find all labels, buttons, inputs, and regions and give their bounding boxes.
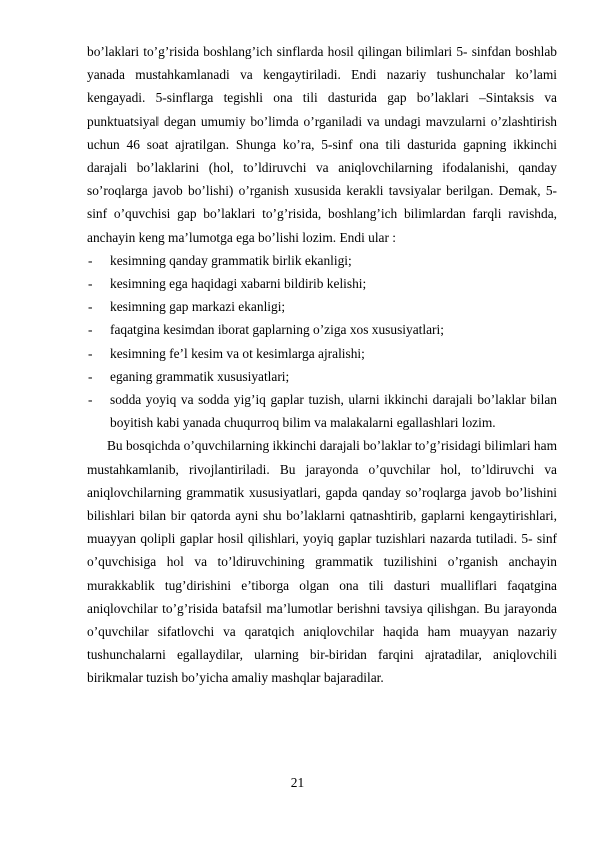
list-dash: - bbox=[88, 299, 93, 315]
list-dash: - bbox=[88, 345, 93, 361]
list-item bbox=[87, 272, 557, 295]
paragraph-1: bo’laklari to’g’risida boshlang’ich sinflarda hosil qilingan bilimlari 5- sinfdan boshlab yanada mustahkamlanadi va kengaytiriladi. Endi nazariy tushunchalar ko’lami kengayadi. 5-sinflarga tegishli ona tili dasturida gap bo’laklari –Sintaksis va punktuatsiya‖ degan umumiy bo’limda o’rganiladi va undagi mavzularni o’zlashtirish uchun 46 soat ajratilgan. Shunga ko’ra, 5-sinf ona tili dasturida gapning ikkinchi darajali bo’laklarini (hol, to’ldiruvchi va aniqlovchilarning ifodalanishi, qanday so’roqlarga javob bo’lishi) o’rganish xususida kerakli tavsiyalar berilgan. Demak, 5-sinf o’quvchisi gap bo’laklari to’g’risida, boshlang’ich bilimlardan farqli ravishda, anchayin keng ma’lumotga ega bo’lishi lozim. Endi ular : bbox=[87, 44, 557, 245]
bullet-list bbox=[87, 249, 557, 435]
list-item bbox=[87, 388, 557, 434]
list-item bbox=[87, 318, 557, 341]
list-dash: - bbox=[88, 252, 93, 268]
list-item-text: kesimning gap markazi ekanligi; bbox=[110, 299, 286, 315]
list-item-text: eganing grammatik xususiyatlari; bbox=[110, 368, 290, 384]
list-item bbox=[87, 249, 557, 272]
list-dash: - bbox=[88, 322, 93, 338]
list-item bbox=[87, 342, 557, 365]
list-item bbox=[87, 295, 557, 318]
list-item-text: sodda yoyiq va sodda yig’iq gaplar tuzish, ularni ikkinchi darajali bo’laklar bilan boyitish kabi yanada chuqurroq bilim va malakalarni egallashlari lozim. bbox=[110, 392, 557, 431]
list-item bbox=[87, 365, 557, 388]
list-dash: - bbox=[88, 392, 93, 408]
paragraph-2: Bu bosqichda o’quvchilarning ikkinchi darajali bo’laklar to’g’risidagi bilimlari ham mustahkamlanib, rivojlantiriladi. Bu jarayonda o’quvchilar hol, to’ldiruvchi va aniqlovchilarning grammatik xususiyatlari, gapda qanday so’roqlarga javob bo’lishini bilishlari bilan bir qatorda ayni shu bo’laklarni qatnashtirib, gaplarni kengaytirishlari, muayyan qolipli gaplar hosil qilishlari, yoyiq gaplar tuzishlari nazarda tutiladi. 5- sinf o’quvchisiga hol va to’ldiruvchining grammatik tuzilishini o’rganish anchayin murakkablik tug’dirishini e’tiborga olgan ona tili dasturi mualliflari faqatgina aniqlovchilar to’g’risida batafsil ma’lumotlar berishni tavsiya qilishgan. Bu jarayonda o’quvchilar sifatlovchi va qaratqich aniqlovchilar haqida ham muayyan nazariy tushunchalarni egallaydilar, ularning bir-biridan farqini ajratadilar, aniqlovchili birikmalar tuzish bo’yicha amaliy mashqlar bajaradilar. bbox=[87, 438, 557, 686]
document-page bbox=[87, 40, 557, 690]
list-dash: - bbox=[88, 276, 93, 292]
list-item-text: kesimning fe’l kesim va ot kesimlarga ajralishi; bbox=[110, 345, 365, 361]
list-item-text: faqatgina kesimdan iborat gaplarning o’ziga xos xususiyatlari; bbox=[110, 322, 444, 338]
list-item-text: kesimning ega haqidagi xabarni bildirib kelishi; bbox=[110, 276, 367, 292]
page-number: 21 bbox=[290, 775, 305, 790]
list-item-text: kesimning qanday grammatik birlik ekanligi; bbox=[110, 252, 352, 268]
list-dash: - bbox=[88, 368, 93, 384]
